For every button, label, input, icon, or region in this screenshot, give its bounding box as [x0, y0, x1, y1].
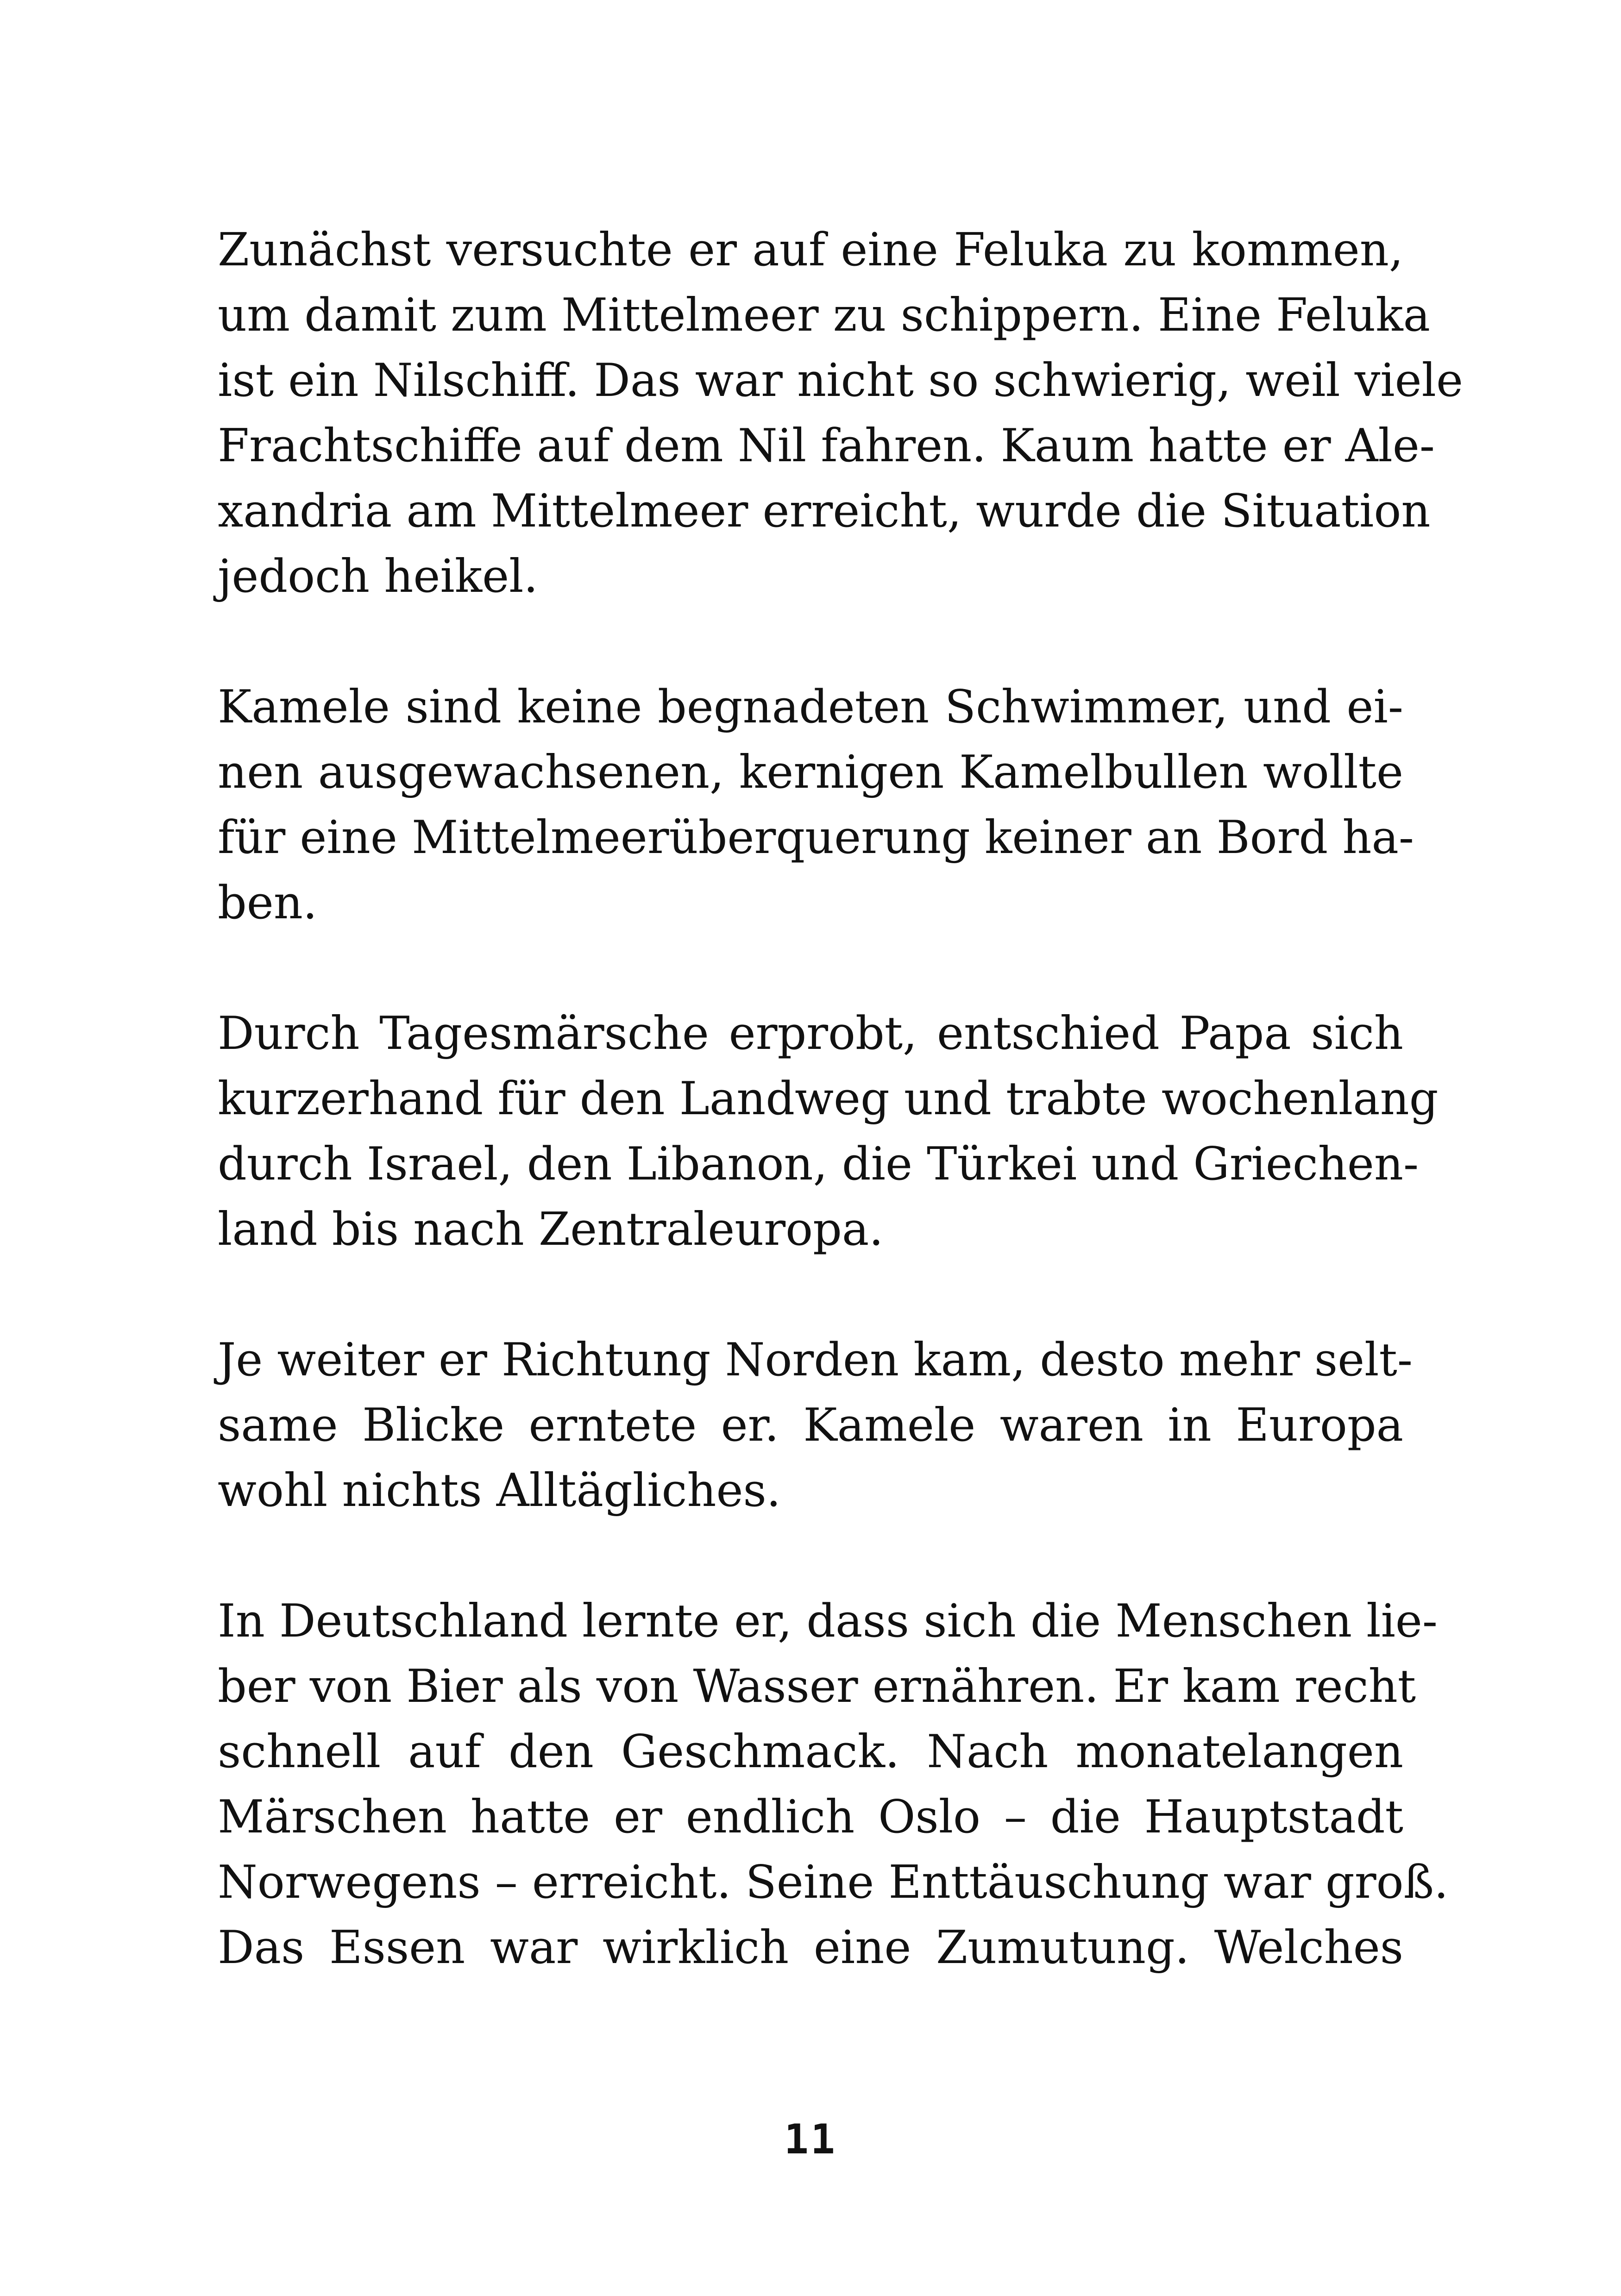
paragraph-gap — [218, 936, 1403, 1001]
text-line: same Blicke erntete er. Kamele waren in Europa — [218, 1399, 1403, 1452]
text-line: nen ausgewachsenen, kernigen Kamelbullen wollte — [218, 746, 1403, 799]
text-line: wohl nichts Alltägliches. — [218, 1464, 781, 1517]
text-line: Frachtschiffe auf dem Nil fahren. Kaum hatte er Ale- — [218, 420, 1435, 472]
text-line: In Deutschland lernte er, dass sich die Menschen lie- — [218, 1595, 1438, 1648]
text-line: ber von Bier als von Wasser ernähren. Er kam recht — [218, 1660, 1416, 1713]
paragraph-gap — [218, 609, 1403, 675]
text-line: Zunächst versuchte er auf eine Feluka zu kommen, — [218, 224, 1403, 276]
page-number: 11 — [784, 2115, 837, 2163]
text-line: schnell auf den Geschmack. Nach monatelangen — [218, 1725, 1403, 1778]
text-line: durch Israel, den Libanon, die Türkei und Griechen- — [218, 1138, 1419, 1191]
text-line: Norwegens – erreicht. Seine Enttäuschung war groß. — [218, 1856, 1449, 1909]
text-line: Das Essen war wirklich eine Zumutung. Welches — [218, 1921, 1403, 1974]
paragraph-gap — [218, 1262, 1403, 1328]
paragraph — [218, 1328, 1413, 1524]
text-line: Märschen hatte er endlich Oslo – die Hauptstadt — [218, 1791, 1403, 1844]
text-line: xandria am Mittelmeer erreicht, wurde die Situation — [218, 485, 1431, 538]
text-line: Durch Tagesmärsche erprobt, entschied Papa sich — [218, 1007, 1403, 1060]
text-line: für eine Mittelmeerüberquerung keiner an Bord ha- — [218, 811, 1414, 864]
paragraph-gap — [218, 1524, 1403, 1589]
paragraph — [218, 218, 1463, 609]
text-line: ist ein Nilschiff. Das war nicht so schwierig, weil viele — [218, 354, 1463, 407]
paragraph — [218, 675, 1414, 936]
text-line: Je weiter er Richtung Norden kam, desto mehr selt- — [218, 1334, 1413, 1386]
paragraph — [218, 1589, 1449, 1981]
text-line: Kamele sind keine begnadeten Schwimmer, und ei- — [218, 681, 1403, 734]
text-line: ben. — [218, 877, 317, 929]
text-line: kurzerhand für den Landweg und trabte wochenlang — [218, 1073, 1439, 1125]
text-line: um damit zum Mittelmeer zu schippern. Eine Feluka — [218, 289, 1431, 342]
text-line: land bis nach Zentraleuropa. — [218, 1203, 884, 1256]
paragraph — [218, 1001, 1439, 1262]
body-text — [218, 218, 1463, 1981]
text-line: jedoch heikel. — [218, 550, 538, 603]
